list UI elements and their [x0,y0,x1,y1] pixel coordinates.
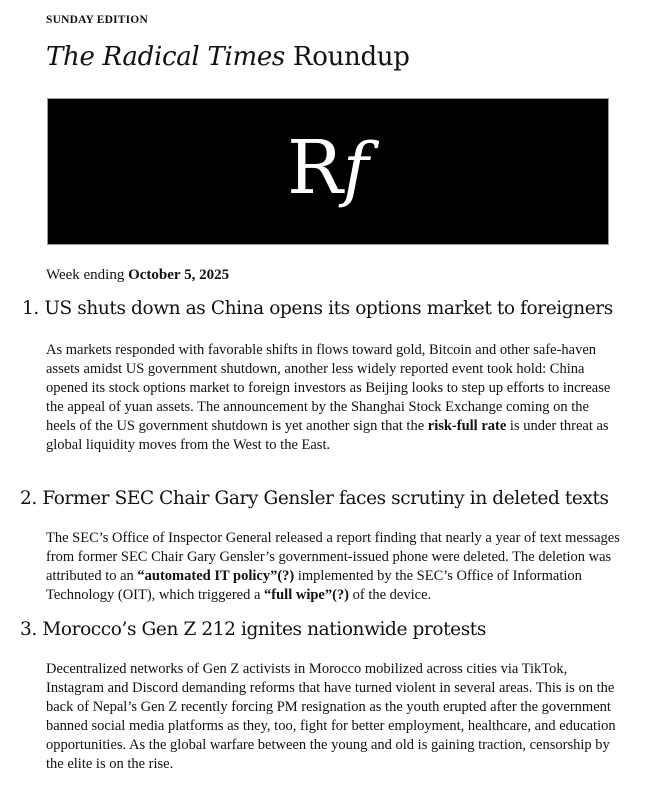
rf-logo [48,123,608,214]
story-3-heading [20,619,640,640]
story-2-number: 2. [20,488,37,509]
publication-name: The Radical Times [46,42,285,72]
week-prefix: Week ending [46,267,129,283]
logo-letter-f: f [342,128,369,210]
story-1-bold-term: risk-full rate [427,418,507,434]
week-date: October 5, 2025 [128,267,230,283]
title-suffix: Roundup [284,42,410,72]
story-1-text-a: As markets responded with favorable shifts in flows toward gold, Bitcoin and other safe-haven assets amidst US government shutdown, another less widely reported event took hold: China opened its stock options market to foreign investors as Beijing looks to step up efforts to increase the appeal of yuan assets. The announcement by the Shanghai Stock Exchange coming on the heels of the US government shutdown is yet another sign that the [46,342,611,434]
week-ending [46,267,229,284]
story-2-bold-policy: “automated IT policy”(?) [137,568,295,584]
story-2-text-b: implemented by the SEC’s Office of Information Technology (OIT), which triggered a [46,568,582,603]
story-1-headline: US shuts down as China opens its options market to foreigners [44,298,613,319]
edition-label: SUNDAY EDITION [46,14,148,26]
logo-banner [47,98,609,245]
story-2-headline: Former SEC Chair Gary Gensler faces scrutiny in deleted texts [42,488,609,509]
story-1-heading [22,298,642,319]
story-3-text: Decentralized networks of Gen Z activists in Morocco mobilized across cities via TikTok, Instagram and Discord demanding reforms that have turned violent in several areas. This is on the back of Nepal’s Gen Z recently forcing PM resignation as the youth erupted after the government banned social media platforms as they, too, fight for better employment, healthcare, and education opportunities. As the global warfare between the young and old is gaining traction, censorship by the elite is on the rise. [46,661,616,772]
story-1-text-b: is under threat as global liquidity moves from the West to the East. [46,418,609,453]
story-2-bold-wipe: “full wipe”(?) [264,587,350,603]
logo-letter-r: R [287,125,343,211]
story-1-number: 1. [22,298,39,319]
newsletter-title [46,42,410,72]
story-2-text-a: The SEC’s Office of Inspector General released a report finding that nearly a year of text messages from former SEC Chair Gary Gensler’s government-issued phone were deleted. The deletion was attributed to an [46,530,620,584]
story-2-body [46,529,621,605]
story-3-number: 3. [20,619,37,640]
story-2-heading [20,488,640,509]
story-3-body [46,660,621,774]
story-2-text-c: of the device. [349,587,432,603]
story-3-headline: Morocco’s Gen Z 212 ignites nationwide protests [42,619,486,640]
story-1-body [46,341,621,455]
